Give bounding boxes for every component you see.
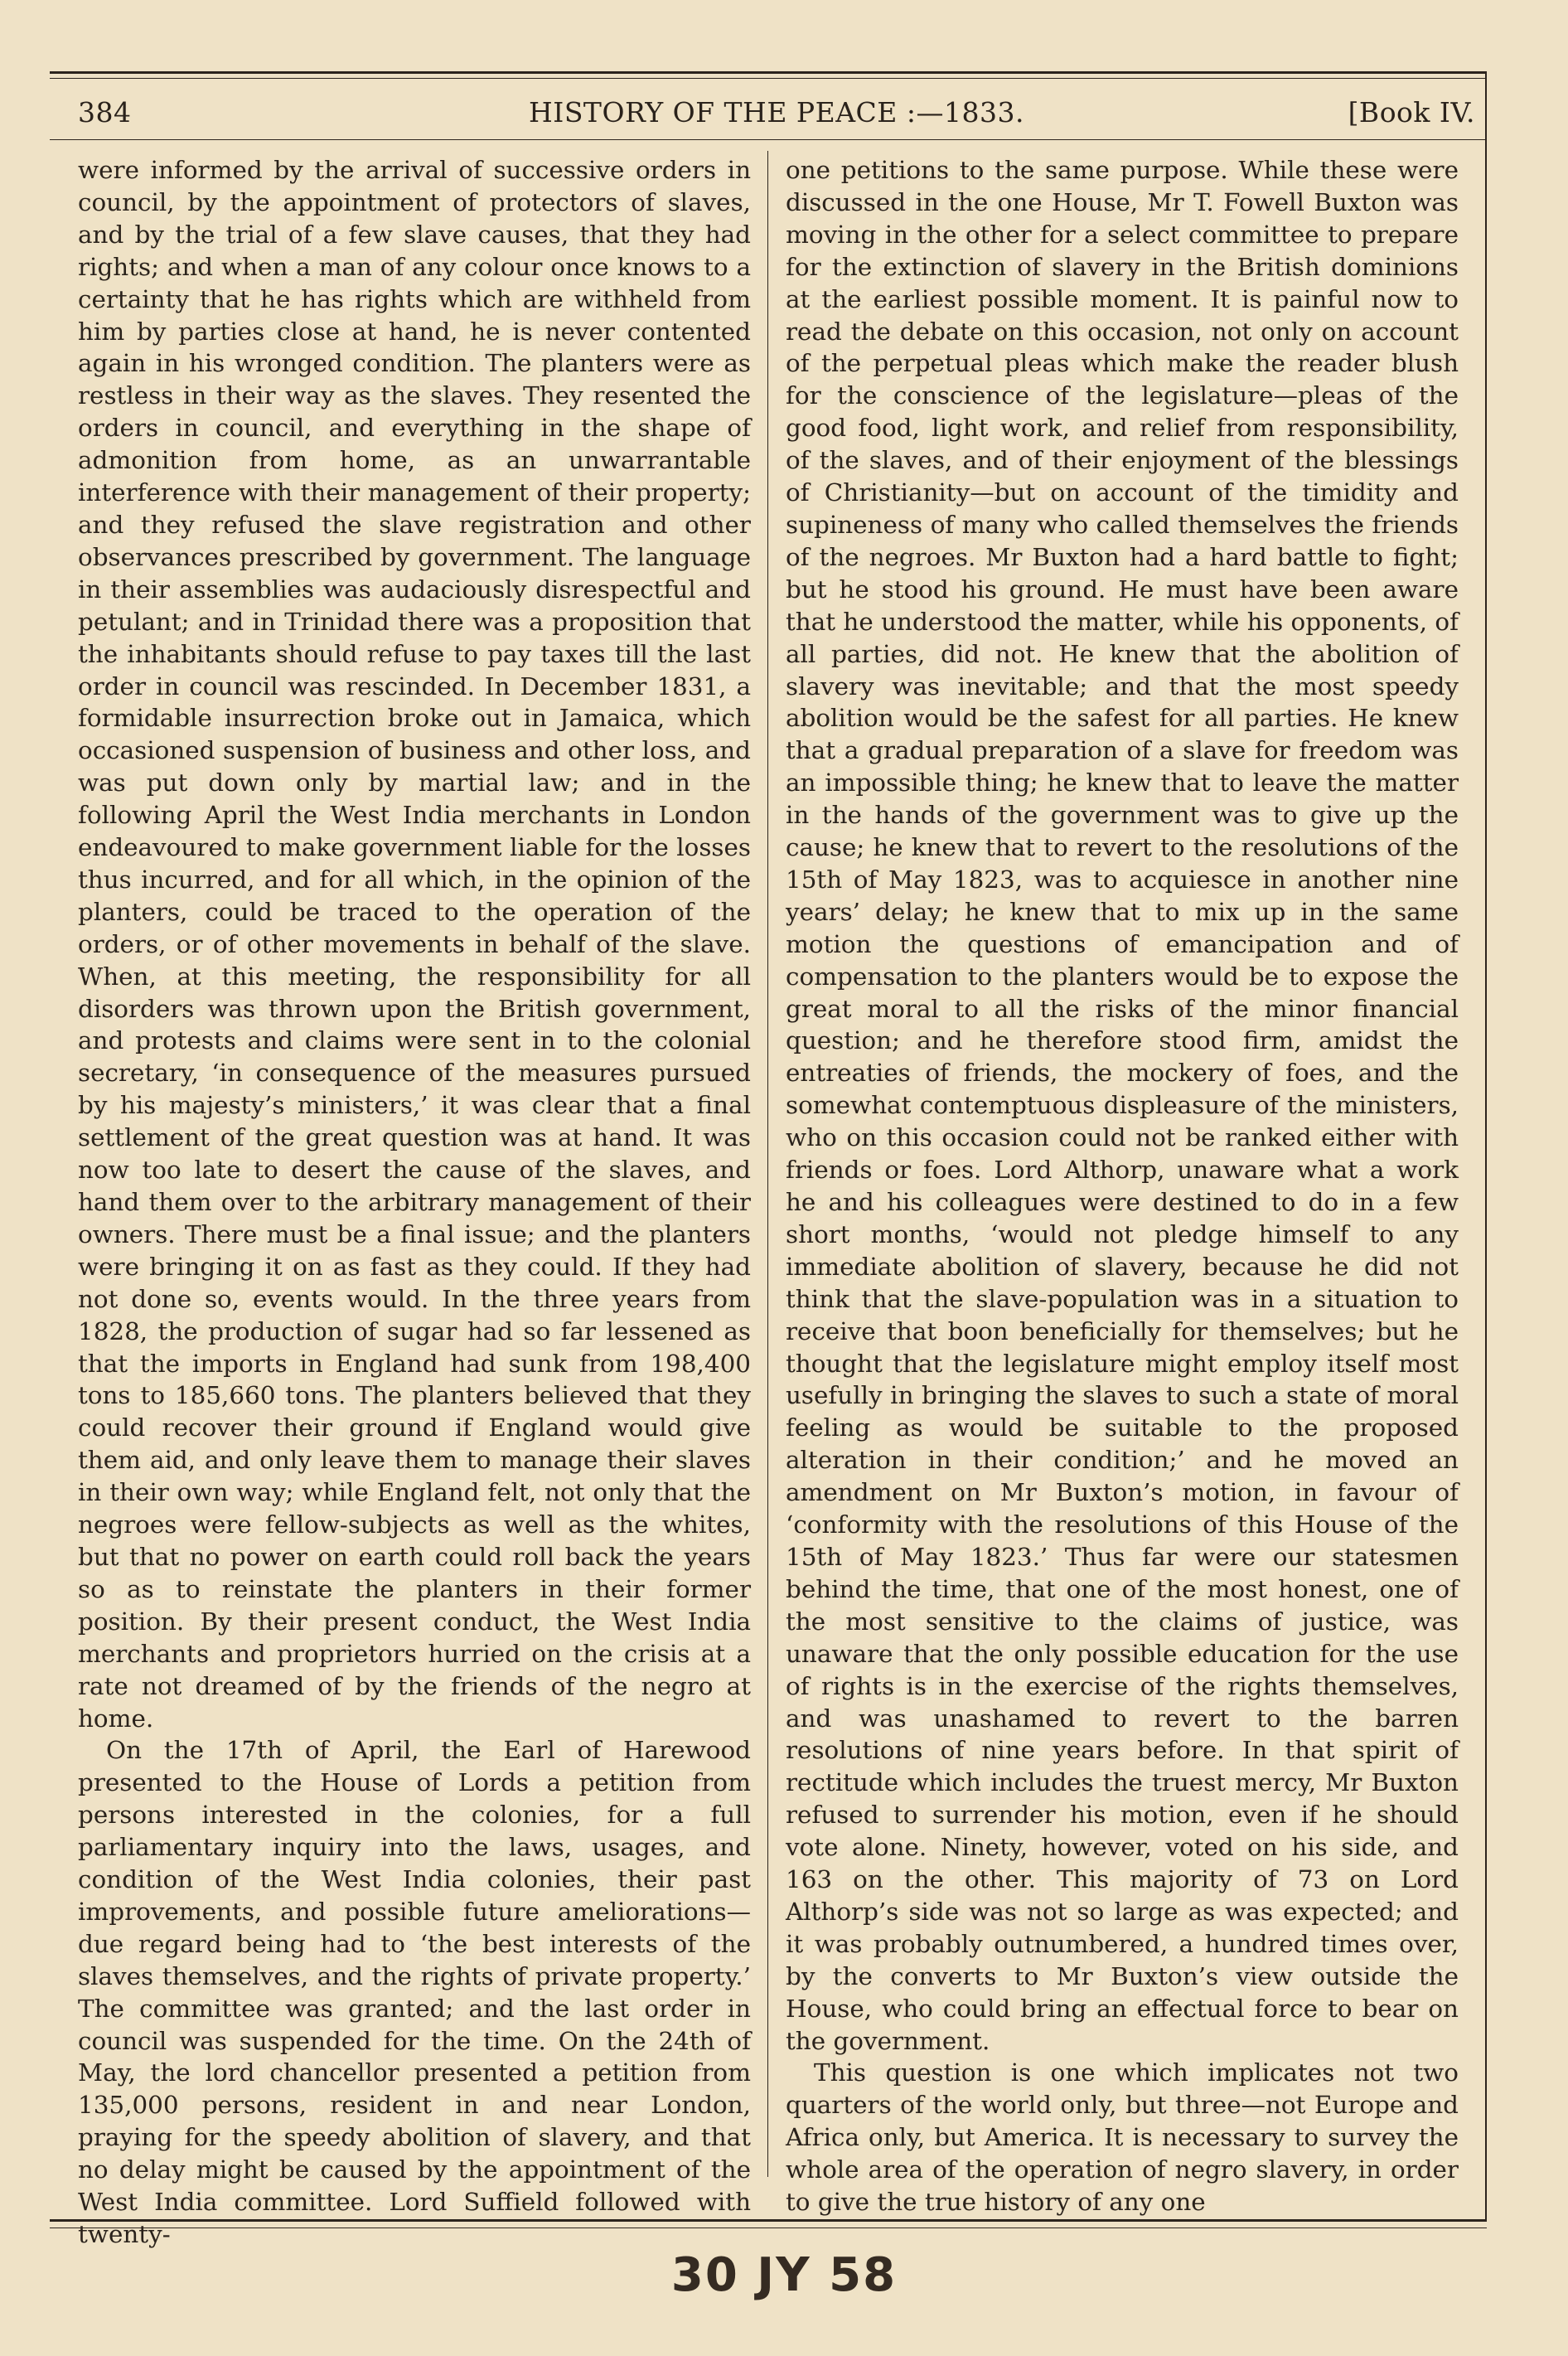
date-stamp: 30 JY 58 (670, 2248, 898, 2302)
column-divider (767, 151, 768, 2177)
bottom-rule (50, 2219, 1487, 2222)
paragraph: On the 17th of April, the Earl of Harewood presented to the House of Lords a petition from persons interested in the colonies, for a full parliamentary inquiry into the laws, usages, and condition of the West India colonies, their past improvements, and possible future ameliorations—due regard being had to ‘the best interests of the slaves themselves, and the rights of private property.’ The committee was granted; and the last order in council was suspended for the time. On the 24th of May, the lord chancellor presented a petition from 135,000 persons, resident in and near London, praying for the speedy abolition of slavery, and that no delay might be caused by the appointment of the West India committee. Lord Suffield followed with twenty- (78, 1736, 751, 2248)
book-label: [Book IV. (1348, 96, 1475, 128)
page (50, 71, 1487, 2248)
paragraph: This question is one which implicates not two quarters of the world only, but three—not Europe and Africa only, but America. It is necessary to survey the whole area of the operation of negro slavery, in order to give the true history of any one (786, 2058, 1459, 2217)
header-rule (50, 139, 1487, 140)
top-rule (50, 71, 1487, 74)
right-column (786, 154, 1459, 2217)
running-header (78, 96, 1475, 139)
left-column (78, 154, 751, 2248)
running-title: HISTORY OF THE PEACE :—1833. (529, 96, 1024, 128)
paragraph: were informed by the arrival of successive orders in council, by the appointment of protectors of slaves, and by the trial of a few slave causes, that they had rights; and when a man of any colour once knows to a certainty that he has rights which are withheld from him by parties close at hand, he is never contented again in his wronged condition. The planters were as restless in their way as the slaves. They resented the orders in council, and everything in the shape of admonition from home, as an unwarrantable interference with their management of their property; and they refused the slave registration and other observances prescribed by government. The language in their assemblies was audaciously disrespectful and petulant; and in Trinidad there was a proposition that the inhabitants should refuse to pay taxes till the last order in council was rescinded. In December 1831, a formidable insurrection broke out in Jamaica, which occasioned suspension of business and other loss, and was put down only by martial law; and in the following April the West India merchants in London endeavoured to make government liable for the losses thus incurred, and for all which, in the opinion of the planters, could be traced to the operation of the orders, or of other movements in behalf of the slave. When, at this meeting, the responsibility for all disorders was thrown upon the British government, and protests and claims were sent in to the colonial secretary, ‘in consequence of the measures pursued by his majesty’s ministers,’ it was clear that a final settlement of the great question was at hand. It was now too late to desert the cause of the slaves, and hand them over to the arbitrary management of their owners. There must be a final issue; and the planters were bringing it on as fast as they could. If they had not done so, events would. In the three years from 1828, the production of sugar had so far lessened as that the imports in England had sunk from 198,400 tons to 185,660 tons. The planters believed that they could recover their ground if England would give them aid, and only leave them to manage their slaves in their own way; while England felt, not only that the negroes were fellow-subjects as well as the whites, but that no power on earth could roll back the years so as to reinstate the planters in their former position. By their present conduct, the West India merchants and proprietors hurried on the crisis at a rate not dreamed of by the friends of the negro at home. (78, 156, 751, 1733)
right-border-rule (1485, 71, 1487, 2222)
paragraph: one petitions to the same purpose. While these were discussed in the one House, Mr T. Fowell Buxton was moving in the other for a select committee to prepare for the extinction of slavery in the British dominions at the earliest possible moment. It is painful now to read the debate on this occasion, not only on account of the perpetual pleas which make the reader blush for the conscience of the legislature—pleas of the good food, light work, and relief from responsibility, of the slaves, and of their enjoyment of the blessings of Christianity—but on account of the timidity and supineness of many who called themselves the friends of the negroes. Mr Buxton had a hard battle to fight; but he stood his ground. He must have been aware that he understood the matter, while his opponents, of all parties, did not. He knew that the abolition of slavery was inevitable; and that the most speedy abolition would be the safest for all parties. He knew that a gradual preparation of a slave for freedom was an impossible thing; he knew that to leave the matter in the hands of the government was to give up the cause; he knew that to revert to the resolutions of the 15th of May 1823, was to acquiesce in another nine years’ delay; he knew that to mix up in the same motion the questions of emancipation and of compensation to the planters would be to expose the great moral to all the risks of the minor financial question; and he therefore stood firm, amidst the entreaties of friends, the mockery of foes, and the somewhat contemptuous displeasure of the ministers, who on this occasion could not be ranked either with friends or foes. Lord Althorp, unaware what a work he and his colleagues were destined to do in a few short months, ‘would not pledge himself to any immediate abolition of slavery, because he did not think that the slave-population was in a situation to receive that boon beneficially for themselves; but he thought that the legislature might employ itself most usefully in bringing the slaves to such a state of moral feeling as would be suitable to the proposed alteration in their condition;’ and he moved an amendment on Mr Buxton’s motion, in favour of ‘conformity with the resolutions of this House of the 15th of May 1823.’ Thus far were our statesmen behind the time, that one of the most honest, one of the most sensitive to the claims of justice, was unaware that the only possible education for the use of rights is in the exercise of the rights themselves, and was unashamed to revert to the barren resolutions of nine years before. In that spirit of rectitude which includes the truest mercy, Mr Buxton refused to surrender his motion, even if he should vote alone. Ninety, however, voted on his side, and 163 on the other. This majority of 73 on Lord Althorp’s side was not so large as was expected; and it was probably outnumbered, a hundred times over, by the converts to Mr Buxton’s view outside the House, who could bring an effectual force to bear on the government. (786, 156, 1459, 2055)
top-rule-thin (50, 78, 1487, 79)
page-number: 384 (78, 96, 132, 128)
